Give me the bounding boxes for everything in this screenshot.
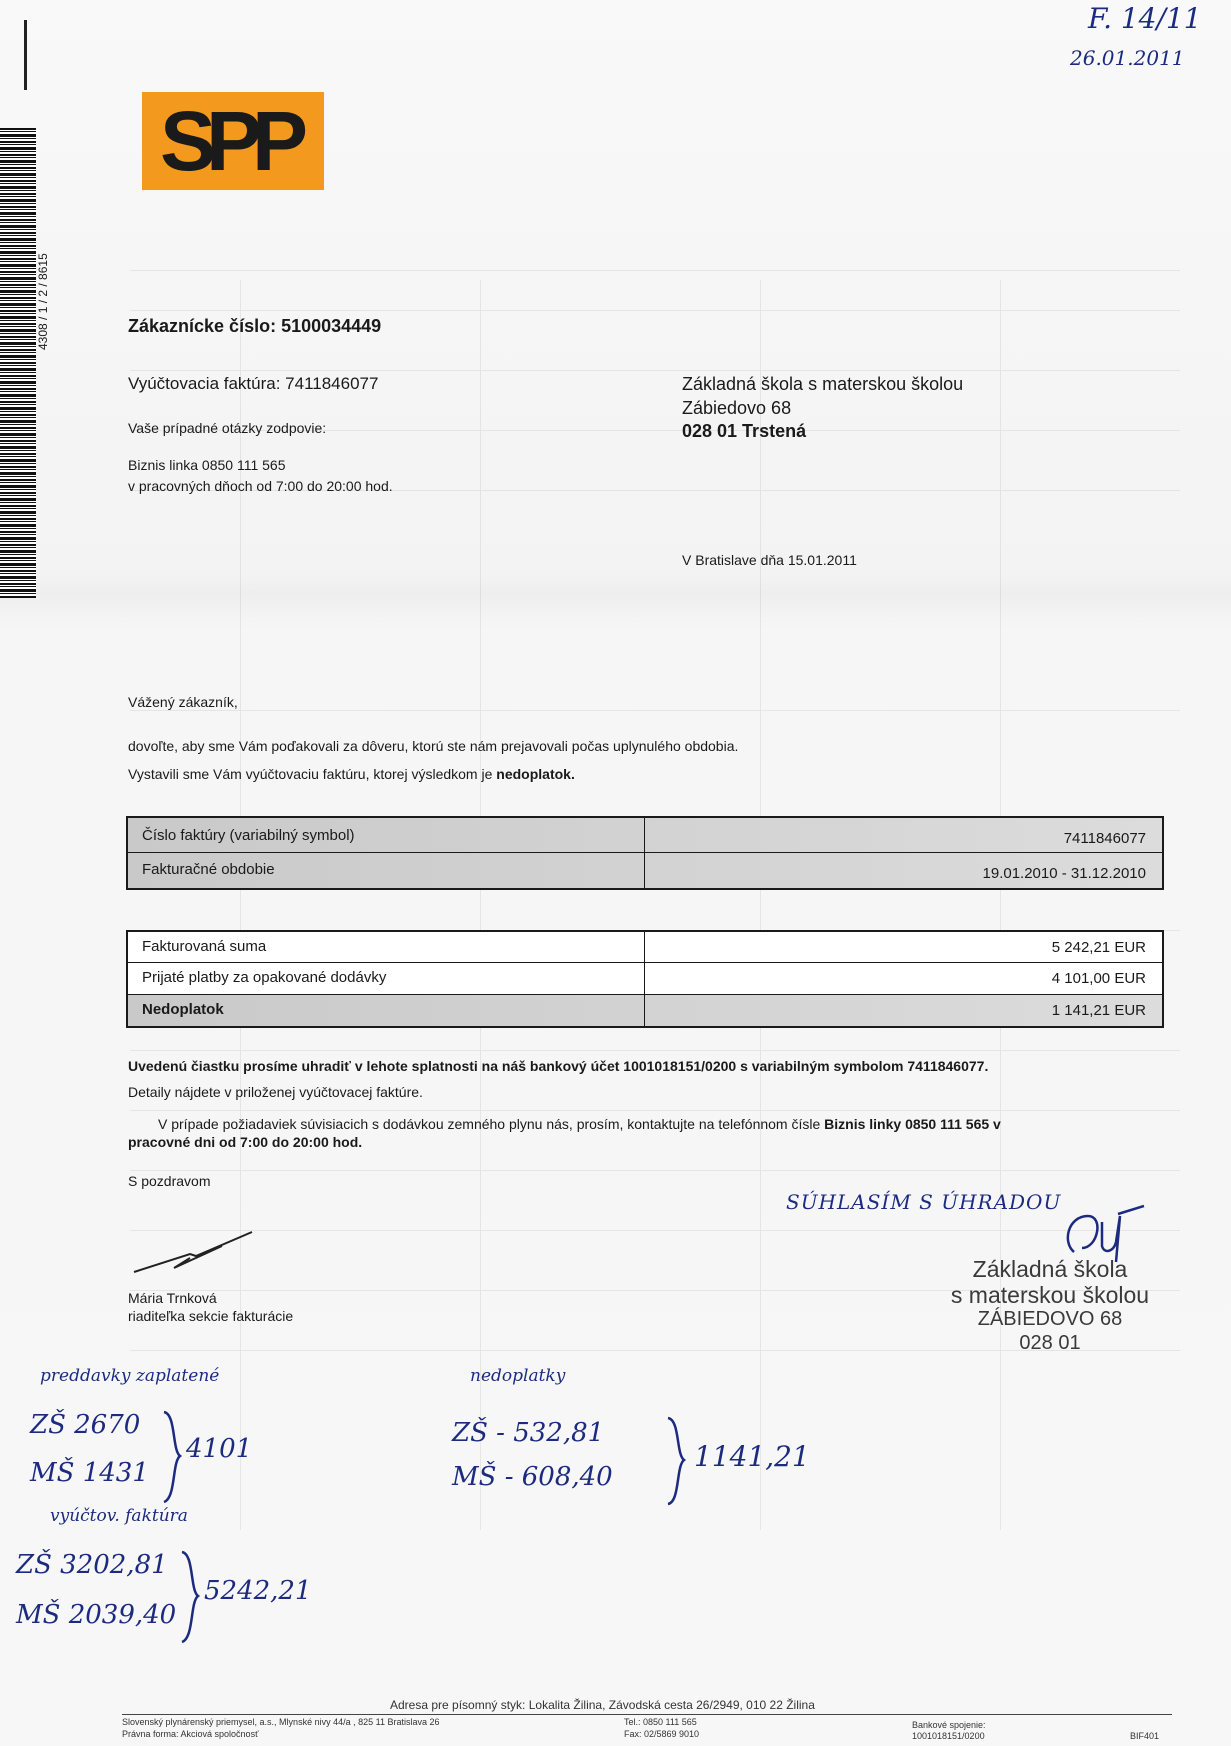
underpayment-value: 1 141,21 EUR <box>1051 1002 1146 1019</box>
footer-divider <box>122 1714 1172 1715</box>
contact-line1 <box>158 1116 1001 1132</box>
salutation: Vážený zákazník, <box>128 694 238 710</box>
footer-legal-form: Právna forma: Akciová spoločnosť <box>122 1729 259 1739</box>
handwritten-ms-invoice: MŠ 2039,40 <box>16 1600 177 1630</box>
contact-hours-bold: pracovné dni od 7:00 do 20:00 hod. <box>128 1134 363 1150</box>
stamp-line3: ZÁBIEDOVO 68 <box>977 1308 1123 1330</box>
signature-icon <box>130 1228 260 1278</box>
place-date: V Bratislave dňa 15.01.2011 <box>682 552 857 568</box>
barcode <box>0 128 36 598</box>
recipient-name: Základná škola s materskou školou <box>682 374 964 394</box>
svg-text:SPP: SPP <box>160 102 299 182</box>
paragraph-result <box>128 766 575 782</box>
questions-text: Vaše prípadné otázky zodpovie: <box>128 420 327 436</box>
paragraph-result-bold: nedoplatok. <box>496 766 575 782</box>
invoiced-amount-value: 5 242,21 EUR <box>1051 939 1146 956</box>
handwritten-date: 26.01.2011 <box>1070 46 1185 70</box>
handwritten-underpay-total: 1141,21 <box>694 1440 810 1473</box>
spp-logo-icon <box>158 102 308 182</box>
footer-company: Slovenský plynárenský priemysel, a.s., Mlynské nivy 44/a , 825 11 Bratislava 26 <box>122 1717 440 1727</box>
handwritten-prepaid-title: preddavky zaplatené <box>40 1366 220 1386</box>
handwritten-invoice-total: 5242,21 <box>204 1576 312 1606</box>
invoiced-amount-label: Fakturovaná suma <box>142 938 267 955</box>
stamp-line4: 028 01 <box>1019 1332 1081 1354</box>
handwritten-reference: F. 14/11 <box>1088 2 1202 35</box>
amounts-table <box>126 930 1164 1028</box>
hotline-line2: v pracovných dňoch od 7:00 do 20:00 hod. <box>128 478 393 494</box>
footer-fax: Fax: 02/5869 9010 <box>624 1729 700 1739</box>
recipient-street: Zábiedovo 68 <box>682 398 792 418</box>
footer-bank-label: Bankové spojenie: <box>912 1720 986 1730</box>
closing: S pozdravom <box>128 1173 211 1189</box>
underpayment-label: Nedoplatok <box>142 1001 224 1018</box>
details-text: Detaily nájdete v priloženej vyúčtovacej faktúre. <box>128 1084 423 1100</box>
invoice-number-label: Číslo faktúry (variabilný symbol) <box>142 827 355 844</box>
stamp-line2: s materskou školou <box>950 1282 1150 1308</box>
stamp-line1: Základná škola <box>972 1256 1128 1282</box>
spp-logo <box>142 92 324 190</box>
brace-icon <box>160 1410 184 1504</box>
handwritten-prepaid-total: 4101 <box>186 1434 253 1464</box>
footer-address: Adresa pre písomný styk: Lokalita Žilina, Závodská cesta 26/2949, 010 22 Žilina <box>390 1698 815 1712</box>
footer-tel: Tel.: 0850 111 565 <box>624 1717 697 1727</box>
signatory-title: riaditeľka sekcie fakturácie <box>128 1308 294 1324</box>
handwritten-underpay-title: nedoplatky <box>470 1366 566 1386</box>
received-payments-value: 4 101,00 EUR <box>1051 970 1146 987</box>
handwritten-invoice-title: vyúčtov. faktúra <box>50 1506 188 1526</box>
handwritten-ms-prepaid: MŠ 1431 <box>30 1458 149 1488</box>
brace-icon <box>178 1550 202 1644</box>
footer-bank-account: 1001018151/0200 <box>912 1731 985 1741</box>
recipient-city: 028 01 Trstená <box>682 421 807 441</box>
signatory-name: Mária Trnková <box>128 1290 217 1306</box>
handwritten-approval: SÚHLASÍM S ÚHRADOU <box>786 1190 1062 1214</box>
paragraph-result-text: Vystavili sme Vám vyúčtovaciu faktúru, ktorej výsledkom je <box>128 766 497 782</box>
barcode-text: 4308 / 1 / 2 / 8615 <box>36 253 50 350</box>
customer-number: Zákaznícke číslo: 5100034449 <box>128 316 382 336</box>
billing-period-label: Fakturačné obdobie <box>142 861 275 878</box>
footer-form-code: BIF401 <box>1130 1731 1160 1741</box>
hotline-line1: Biznis linka 0850 111 565 <box>128 457 286 473</box>
invoice-number: Vyúčtovacia faktúra: 7411846077 <box>128 374 379 393</box>
received-payments-label: Prijaté platby za opakované dodávky <box>142 969 387 986</box>
handwritten-zs-prepaid: ZŠ 2670 <box>30 1410 141 1440</box>
invoice-info-table <box>126 816 1164 890</box>
contact-hotline-bold: Biznis linky 0850 111 565 v <box>824 1116 1001 1132</box>
edge-mark <box>24 20 27 90</box>
invoice-number-value: 7411846077 <box>1063 830 1146 847</box>
handwritten-zs-underpay: ZŠ - 532,81 <box>452 1418 605 1448</box>
handwritten-zs-invoice: ZŠ 3202,81 <box>16 1550 168 1580</box>
paragraph-thanks: dovoľte, aby sme Vám poďakovali za dôveru, ktorú ste nám prejavovali počas uplynulého obdobia. <box>128 738 739 754</box>
payment-request: Uvedenú čiastku prosíme uhradiť v lehote splatnosti na náš bankový účet 1001018151/0200 s variabilným symbolom 7411846077. <box>128 1058 989 1074</box>
brace-icon <box>664 1416 688 1506</box>
handwritten-ms-underpay: MŠ - 608,40 <box>452 1462 613 1492</box>
contact-text: V prípade požiadaviek súvisiacich s dodávkou zemného plynu nás, prosím, kontaktujte na telefónnom čísle <box>158 1116 825 1132</box>
billing-period-value: 19.01.2010 - 31.12.2010 <box>982 865 1146 882</box>
